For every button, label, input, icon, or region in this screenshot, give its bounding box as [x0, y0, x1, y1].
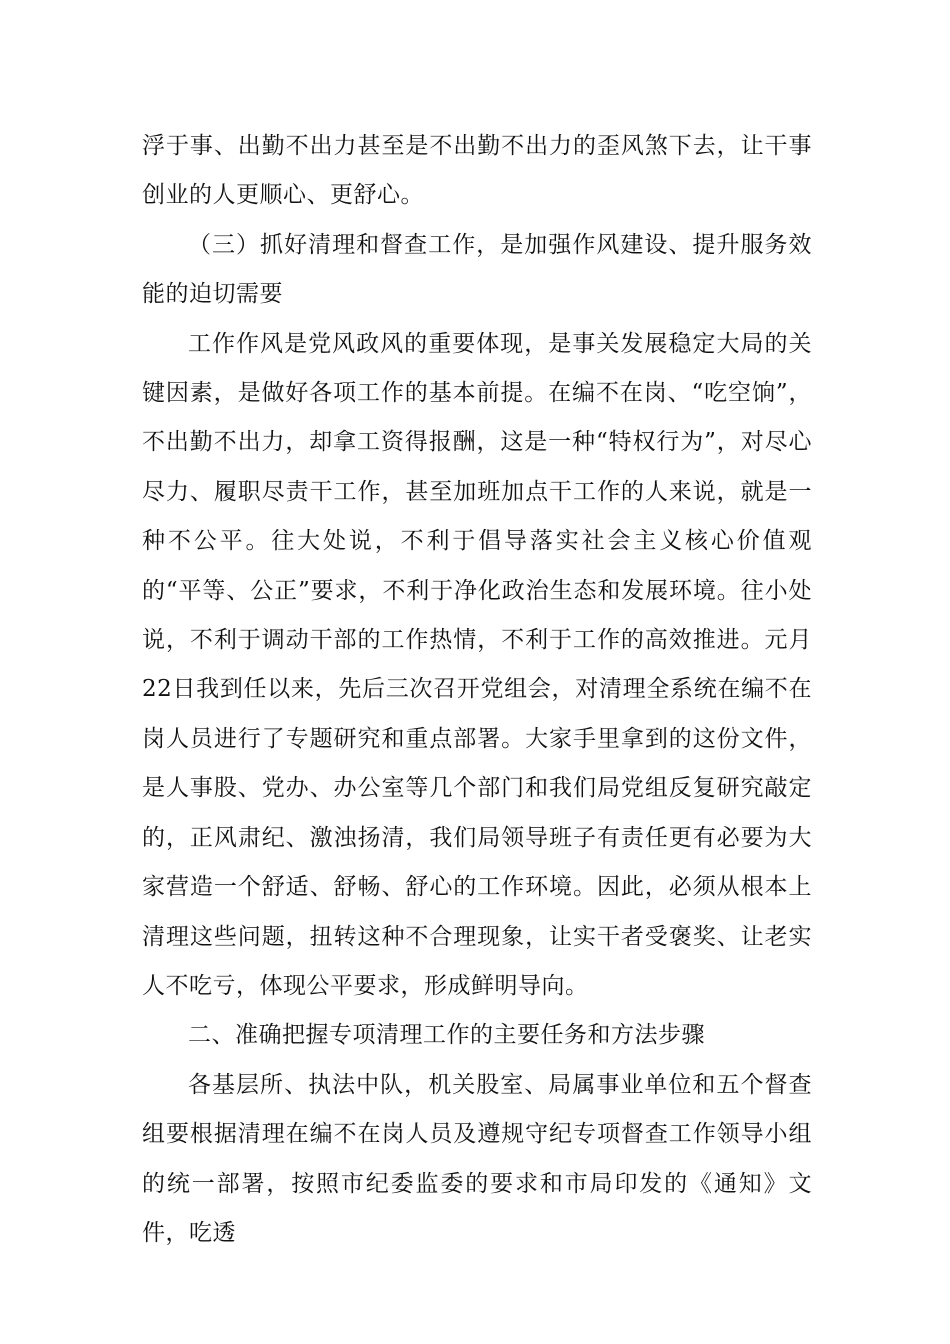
section-heading-three: （三）抓好清理和督查工作，是加强作风建设、提升服务效能的迫切需要 [142, 231, 812, 308]
section-heading-two: 二、准确把握专项清理工作的主要任务和方法步骤 [188, 1022, 705, 1049]
document-body [142, 122, 812, 1258]
paragraph-continued: 浮于事、出勤不出力甚至是不出勤不出力的歪风煞下去，让干事创业的人更顺心、更舒心。 [142, 133, 812, 209]
paragraph-work-style: 工作作风是党风政风的重要体现，是事关发展稳定大局的关键因素，是做好各项工作的基本前提。在编不在岗、“吃空饷”，不出勤不出力，却拿工资得报酬，这是一种“特权行为”，对尽心尽力、履职尽责干工作，甚至加班加点干工作的人来说，就是一种不公平。往大处说，不利于倡导落实社会主义核心价值观的“平等、公正”要求，不利于净化政治生态和发展环境。往小处说，不利于调动干部的工作热情，不利于工作的高效推进。元月22日我到任以来，先后三次召开党组会，对清理全系统在编不在岗人员进行了专题研究和重点部署。大家手里拿到的这份文件，是人事股、党办、办公室等几个部门和我们局党组反复研究敲定的，正风肃纪、激浊扬清，我们局领导班子有责任更有必要为大家营造一个舒适、舒畅、舒心的工作环境。因此，必须从根本上清理这些问题，扭转这种不合理现象，让实干者受褒奖、让老实人不吃亏，体现公平要求，形成鲜明导向。 [142, 330, 812, 999]
paragraph-task-units: 各基层所、执法中队，机关股室、局属事业单位和五个督查组要根据清理在编不在岗人员及遵规守纪专项督查工作领导小组的统一部署，按照市纪委监委的要求和市局印发的《通知》文件，吃透 [142, 1071, 812, 1246]
